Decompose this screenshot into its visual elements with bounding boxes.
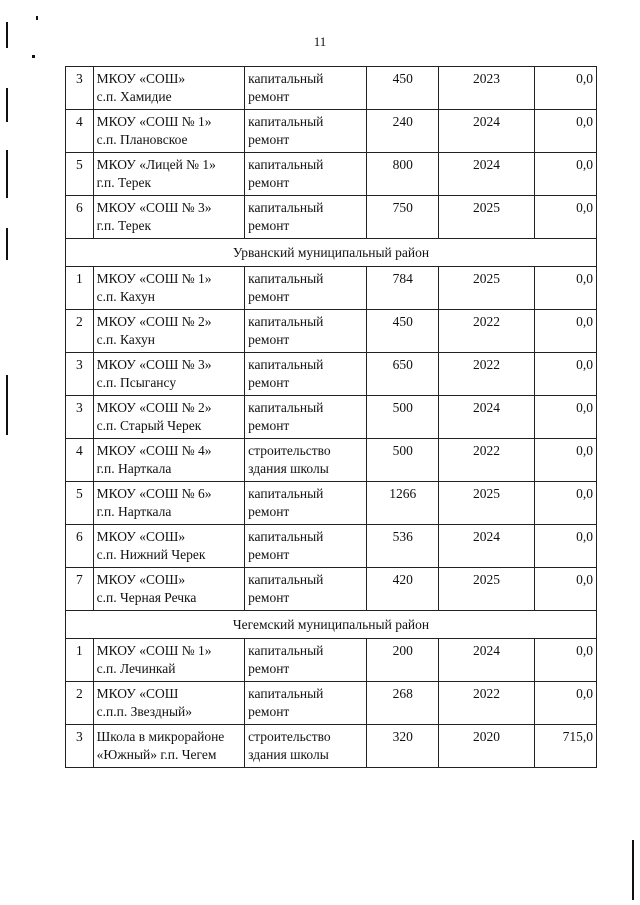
school-name	[93, 682, 245, 725]
work-type-line: ремонт	[248, 704, 290, 719]
year: 2024	[439, 153, 534, 196]
capacity: 800	[367, 153, 439, 196]
capacity: 784	[367, 267, 439, 310]
work-type	[245, 396, 367, 439]
amount: 0,0	[534, 110, 596, 153]
table-row	[66, 725, 597, 768]
work-type-line: капитальный	[248, 529, 324, 544]
work-type-line: ремонт	[248, 175, 290, 190]
work-type-line: капитальный	[248, 200, 324, 215]
amount: 0,0	[534, 482, 596, 525]
school-name-line: с.п. Черная Речка	[96, 590, 197, 605]
school-name	[93, 110, 245, 153]
row-number: 2	[66, 682, 94, 725]
table-row	[66, 267, 597, 310]
school-name	[93, 267, 245, 310]
scan-mark	[6, 228, 8, 260]
work-type	[245, 639, 367, 682]
work-type-line: капитальный	[248, 157, 324, 172]
work-type	[245, 67, 367, 110]
row-number: 3	[66, 396, 94, 439]
year: 2022	[439, 439, 534, 482]
school-name	[93, 439, 245, 482]
school-name	[93, 725, 245, 768]
school-name-line: г.п. Нарткала	[96, 504, 172, 519]
school-name-line: МКОУ «СОШ»	[96, 572, 186, 587]
school-name-line: с.п.п. Звездный»	[96, 704, 193, 719]
capacity: 500	[367, 439, 439, 482]
work-type-line: капитальный	[248, 572, 324, 587]
row-number: 3	[66, 353, 94, 396]
work-type-line: капитальный	[248, 686, 324, 701]
work-type-line: ремонт	[248, 418, 290, 433]
work-type	[245, 353, 367, 396]
school-name-line: МКОУ «СОШ № 4»	[96, 443, 212, 458]
school-name-line: МКОУ «СОШ № 1»	[96, 114, 212, 129]
section-title: Чегемский муниципальный район	[66, 611, 597, 639]
year: 2024	[439, 525, 534, 568]
capacity: 240	[367, 110, 439, 153]
work-type-line: строительство	[248, 443, 331, 458]
school-name-line: МКОУ «СОШ № 1»	[96, 271, 212, 286]
amount: 0,0	[534, 67, 596, 110]
capacity: 650	[367, 353, 439, 396]
work-type-line: капитальный	[248, 486, 324, 501]
work-type	[245, 682, 367, 725]
school-name-line: с.п. Кахун	[96, 289, 155, 304]
table-body	[66, 67, 597, 768]
work-type-line: капитальный	[248, 643, 324, 658]
work-type-line: строительство	[248, 729, 331, 744]
school-name	[93, 396, 245, 439]
school-name-line: с.п. Лечинкай	[96, 661, 176, 676]
year: 2020	[439, 725, 534, 768]
capacity: 450	[367, 67, 439, 110]
school-name-line: с.п. Нижний Черек	[96, 547, 206, 562]
amount: 0,0	[534, 196, 596, 239]
schools-table	[65, 66, 597, 768]
year: 2022	[439, 353, 534, 396]
work-type-line: здания школы	[248, 747, 329, 762]
section-title: Урванский муниципальный район	[66, 239, 597, 267]
school-name-line: МКОУ «СОШ № 6»	[96, 486, 212, 501]
row-number: 2	[66, 310, 94, 353]
year: 2024	[439, 639, 534, 682]
row-number: 6	[66, 525, 94, 568]
scan-mark	[6, 88, 8, 122]
school-name-line: МКОУ «СОШ»	[96, 529, 186, 544]
year: 2025	[439, 196, 534, 239]
work-type	[245, 310, 367, 353]
work-type	[245, 153, 367, 196]
school-name	[93, 568, 245, 611]
table-row	[66, 353, 597, 396]
section-header-row	[66, 239, 597, 267]
school-name	[93, 196, 245, 239]
table-row	[66, 525, 597, 568]
work-type-line: здания школы	[248, 461, 329, 476]
table-row	[66, 639, 597, 682]
school-name-line: с.п. Хамидие	[96, 89, 172, 104]
table-row	[66, 396, 597, 439]
year: 2024	[439, 396, 534, 439]
school-name-line: МКОУ «СОШ № 1»	[96, 643, 212, 658]
school-name	[93, 67, 245, 110]
amount: 0,0	[534, 353, 596, 396]
work-type-line: капитальный	[248, 271, 324, 286]
capacity: 750	[367, 196, 439, 239]
year: 2025	[439, 482, 534, 525]
work-type	[245, 725, 367, 768]
year: 2022	[439, 310, 534, 353]
scan-mark	[32, 55, 35, 58]
table-row	[66, 568, 597, 611]
scan-mark	[6, 150, 8, 198]
school-name-line: МКОУ «СОШ № 2»	[96, 314, 212, 329]
row-number: 5	[66, 482, 94, 525]
amount: 0,0	[534, 568, 596, 611]
row-number: 7	[66, 568, 94, 611]
table-row	[66, 110, 597, 153]
work-type-line: ремонт	[248, 218, 290, 233]
school-name-line: МКОУ «СОШ № 3»	[96, 200, 212, 215]
work-type-line: ремонт	[248, 547, 290, 562]
amount: 0,0	[534, 153, 596, 196]
school-name-line: с.п. Старый Черек	[96, 418, 202, 433]
row-number: 6	[66, 196, 94, 239]
work-type-line: ремонт	[248, 661, 290, 676]
school-name-line: МКОУ «СОШ»	[96, 71, 186, 86]
table-row	[66, 439, 597, 482]
school-name-line: МКОУ «Лицей № 1»	[96, 157, 216, 172]
school-name-line: г.п. Терек	[96, 218, 152, 233]
school-name-line: с.п. Плановское	[96, 132, 188, 147]
work-type-line: капитальный	[248, 314, 324, 329]
work-type-line: ремонт	[248, 89, 290, 104]
amount: 0,0	[534, 639, 596, 682]
work-type-line: капитальный	[248, 357, 324, 372]
year: 2025	[439, 568, 534, 611]
amount: 715,0	[534, 725, 596, 768]
scan-mark	[6, 375, 8, 435]
work-type-line: ремонт	[248, 332, 290, 347]
capacity: 536	[367, 525, 439, 568]
row-number: 1	[66, 639, 94, 682]
table-row	[66, 482, 597, 525]
table-row	[66, 67, 597, 110]
work-type-line: ремонт	[248, 132, 290, 147]
work-type-line: ремонт	[248, 375, 290, 390]
capacity: 1266	[367, 482, 439, 525]
work-type	[245, 439, 367, 482]
row-number: 3	[66, 725, 94, 768]
work-type-line: капитальный	[248, 114, 324, 129]
table-row	[66, 682, 597, 725]
school-name-line: с.п. Псыгансу	[96, 375, 177, 390]
amount: 0,0	[534, 682, 596, 725]
work-type-line: капитальный	[248, 71, 324, 86]
amount: 0,0	[534, 439, 596, 482]
capacity: 200	[367, 639, 439, 682]
school-name-line: МКОУ «СОШ № 2»	[96, 400, 212, 415]
work-type	[245, 482, 367, 525]
row-number: 5	[66, 153, 94, 196]
school-name	[93, 310, 245, 353]
row-number: 1	[66, 267, 94, 310]
amount: 0,0	[534, 525, 596, 568]
row-number: 3	[66, 67, 94, 110]
year: 2025	[439, 267, 534, 310]
capacity: 500	[367, 396, 439, 439]
amount: 0,0	[534, 267, 596, 310]
school-name-line: г.п. Нарткала	[96, 461, 172, 476]
year: 2022	[439, 682, 534, 725]
scan-mark	[632, 840, 634, 900]
year: 2024	[439, 110, 534, 153]
school-name-line: МКОУ «СОШ	[96, 686, 179, 701]
table-row	[66, 196, 597, 239]
scan-mark	[6, 22, 8, 48]
work-type	[245, 196, 367, 239]
school-name	[93, 153, 245, 196]
table-row	[66, 310, 597, 353]
work-type-line: капитальный	[248, 400, 324, 415]
work-type	[245, 110, 367, 153]
school-name-line: «Южный» г.п. Чегем	[96, 747, 217, 762]
capacity: 420	[367, 568, 439, 611]
school-name	[93, 639, 245, 682]
school-name-line: с.п. Кахун	[96, 332, 155, 347]
amount: 0,0	[534, 310, 596, 353]
school-name	[93, 482, 245, 525]
school-name	[93, 353, 245, 396]
work-type	[245, 267, 367, 310]
capacity: 450	[367, 310, 439, 353]
work-type	[245, 525, 367, 568]
page-number: 11	[313, 34, 327, 49]
row-number: 4	[66, 110, 94, 153]
capacity: 268	[367, 682, 439, 725]
school-name-line: г.п. Терек	[96, 175, 152, 190]
row-number: 4	[66, 439, 94, 482]
school-name	[93, 525, 245, 568]
table-row	[66, 153, 597, 196]
work-type	[245, 568, 367, 611]
scan-mark	[36, 16, 38, 20]
school-name-line: МКОУ «СОШ № 3»	[96, 357, 212, 372]
capacity: 320	[367, 725, 439, 768]
school-name-line: Школа в микрорайоне	[96, 729, 225, 744]
work-type-line: ремонт	[248, 590, 290, 605]
section-header-row	[66, 611, 597, 639]
work-type-line: ремонт	[248, 289, 290, 304]
work-type-line: ремонт	[248, 504, 290, 519]
amount: 0,0	[534, 396, 596, 439]
year: 2023	[439, 67, 534, 110]
